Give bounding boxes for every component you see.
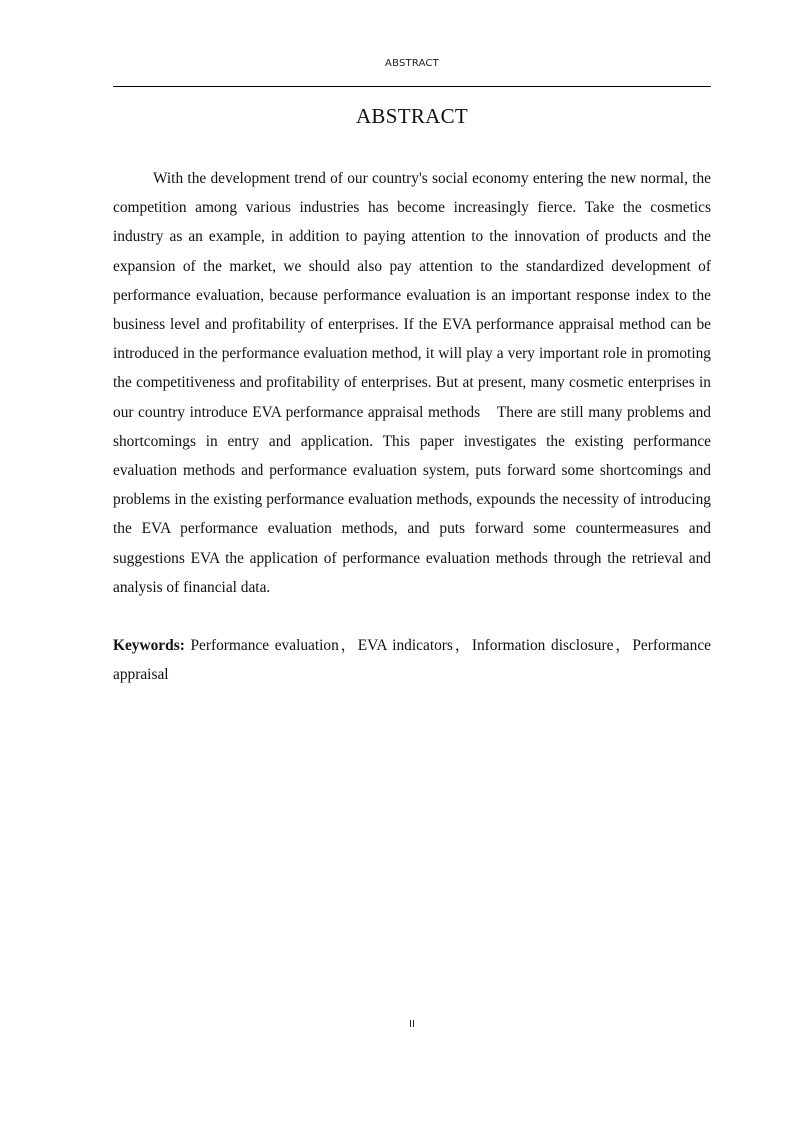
page-title: ABSTRACT [355,104,469,128]
header-rule [113,86,711,87]
keywords-text: Performance evaluation，EVA indicators，Information disclosure，Performance appraisal [113,637,711,684]
abstract-body [113,164,711,689]
running-header: ABSTRACT [385,58,439,69]
keywords-line [113,631,711,689]
abstract-paragraph: With the development trend of our country's social economy entering the new normal, the competition among various industries has become increasingly fierce. Take the cosmetics industry as an example, in addition to paying attention to the innovation of products and the expansion of the market, we should also pay attention to the standardized development of performance evaluation, because performance evaluation is an important response index to the business level and profitability of enterprises. If the EVA performance appraisal method can be introduced in the performance evaluation method, it will play a very important role in promoting the competitiveness and profitability of enterprises. But at present, many cosmetic enterprises in our country introduce EVA performance appraisal methods There are still many problems and shortcomings in entry and application. This paper investigates the existing performance evaluation methods and performance evaluation system, puts forward some shortcomings and problems in the existing performance evaluation methods, expounds the necessity of introducing the EVA performance evaluation methods, and puts forward some countermeasures and suggestions EVA the application of performance evaluation methods through the retrieval and analysis of financial data. [113,170,711,596]
keywords-label: Keywords: [113,637,185,655]
page-number: II [409,1019,415,1030]
